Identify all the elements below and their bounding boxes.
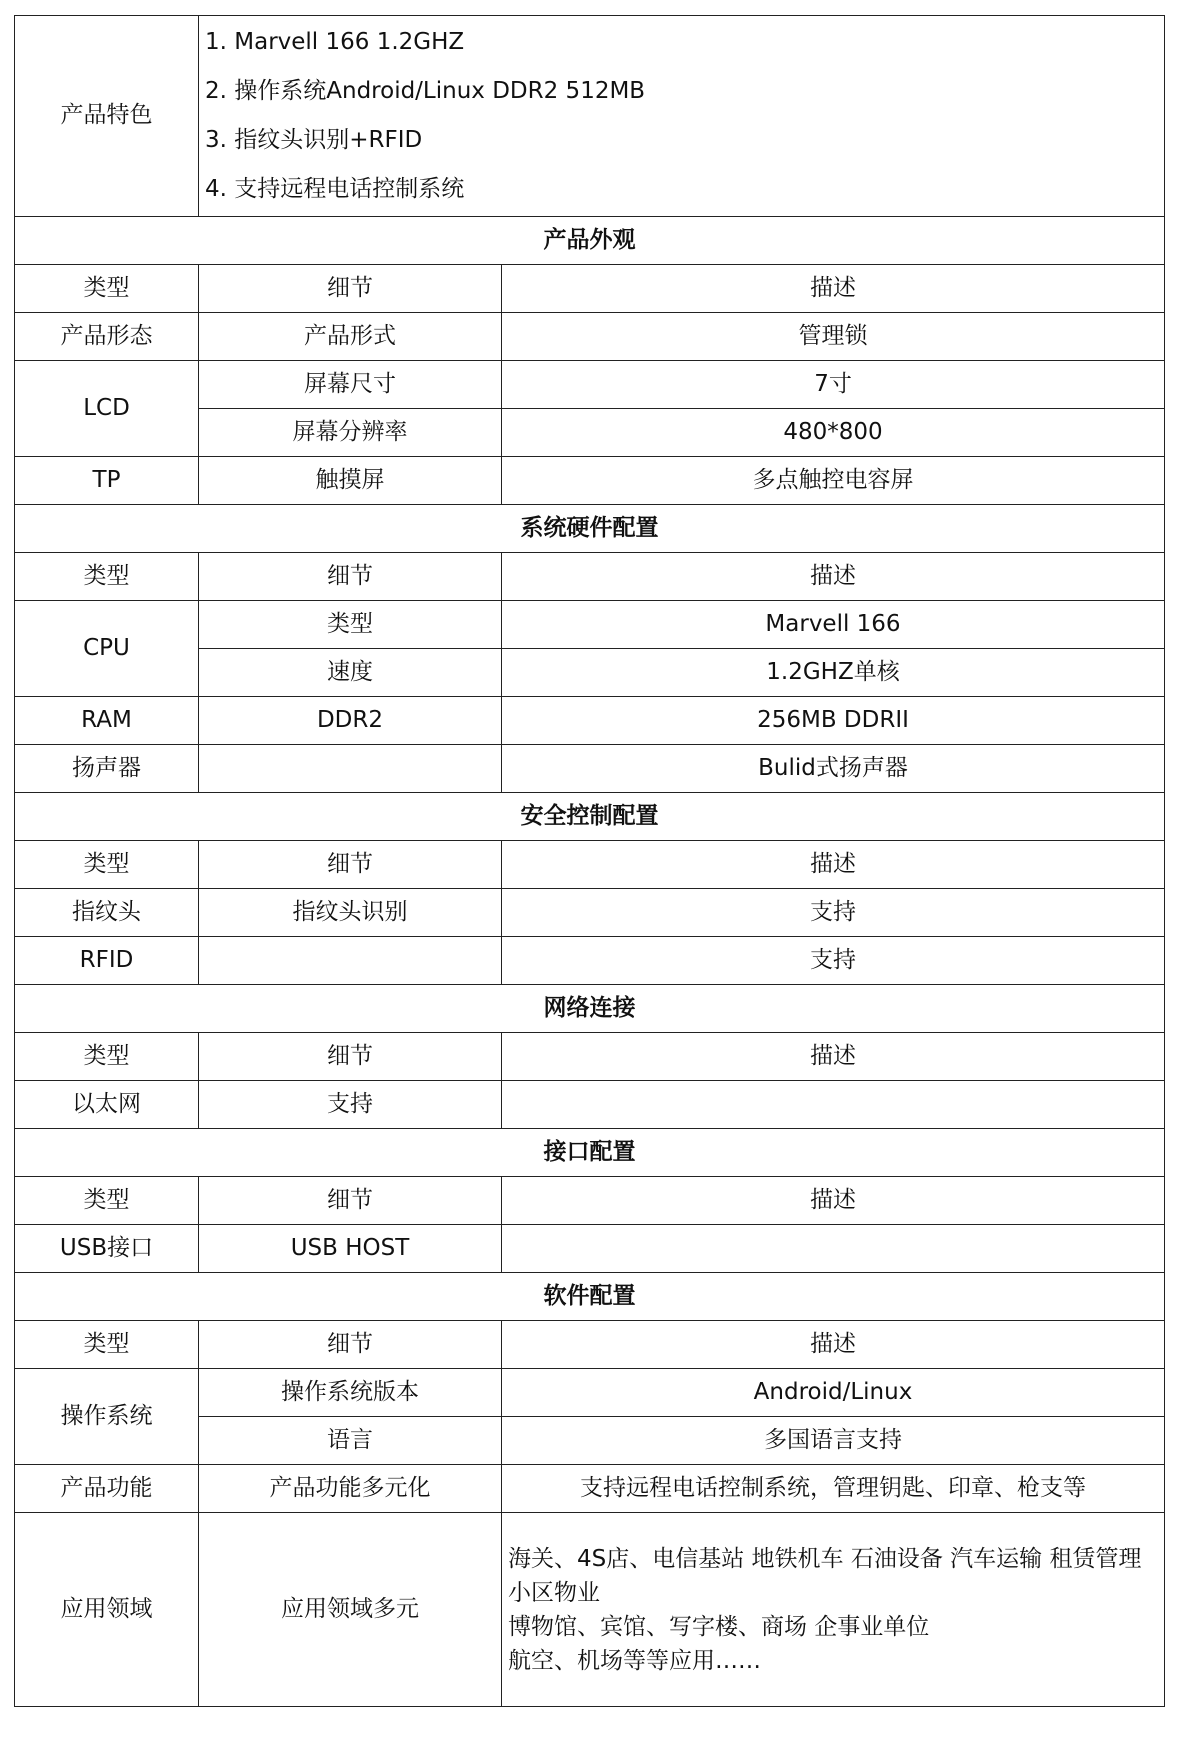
feature-item: 4. 支持远程电话控制系统: [205, 176, 465, 202]
spec-table: [14, 15, 1165, 1707]
cell: LCD: [15, 361, 199, 457]
cell: 以太网: [15, 1081, 199, 1129]
header-desc: 描述: [502, 553, 1165, 601]
section-security: 安全控制配置: [15, 793, 1165, 841]
table-row: [15, 745, 1165, 793]
cell: 多点触控电容屏: [502, 457, 1165, 505]
section-software: 软件配置: [15, 1273, 1165, 1321]
application-list: [502, 1513, 1165, 1707]
cell: CPU: [15, 601, 199, 697]
cell: USB HOST: [199, 1225, 502, 1273]
section-interface: 接口配置: [15, 1129, 1165, 1177]
header-detail: 细节: [199, 1177, 502, 1225]
table-row: [15, 1465, 1165, 1513]
cell: RAM: [15, 697, 199, 745]
header-row: [15, 1033, 1165, 1081]
cell: 产品功能多元化: [199, 1465, 502, 1513]
cell: 支持: [502, 937, 1165, 985]
application-line: 海关、4S店、电信基站 地铁机车 石油设备 汽车运输 租赁管理 小区物业: [508, 1545, 1142, 1606]
cell: USB接口: [15, 1225, 199, 1273]
table-row: [15, 937, 1165, 985]
table-row: [15, 697, 1165, 745]
header-type: 类型: [15, 841, 199, 889]
cell: 支持: [502, 889, 1165, 937]
table-row: [15, 601, 1165, 649]
cell: RFID: [15, 937, 199, 985]
header-row: [15, 265, 1165, 313]
header-type: 类型: [15, 1177, 199, 1225]
table-row: [15, 457, 1165, 505]
feature-item: 1. Marvell 166 1.2GHZ: [205, 29, 465, 55]
feature-item: 2. 操作系统Android/Linux DDR2 512MB: [205, 78, 646, 104]
cell: 速度: [199, 649, 502, 697]
header-detail: 细节: [199, 1033, 502, 1081]
cell: 1.2GHZ单核: [502, 649, 1165, 697]
header-row: [15, 1177, 1165, 1225]
table-row: [15, 1081, 1165, 1129]
table-row: [15, 1513, 1165, 1707]
cell: DDR2: [199, 697, 502, 745]
application-line: 航空、机场等等应用……: [508, 1647, 761, 1674]
header-desc: 描述: [502, 841, 1165, 889]
header-detail: 细节: [199, 553, 502, 601]
cell: 操作系统版本: [199, 1369, 502, 1417]
cell: 管理锁: [502, 313, 1165, 361]
header-type: 类型: [15, 265, 199, 313]
cell: 480*800: [502, 409, 1165, 457]
feature-item: 3. 指纹头识别+RFID: [205, 127, 423, 153]
header-type: 类型: [15, 1321, 199, 1369]
cell: [502, 1081, 1165, 1129]
features-row: [15, 16, 1165, 217]
table-row: [15, 361, 1165, 409]
cell: [199, 745, 502, 793]
header-type: 类型: [15, 553, 199, 601]
features-label: 产品特色: [15, 16, 199, 217]
section-appearance: 产品外观: [15, 217, 1165, 265]
cell: 指纹头识别: [199, 889, 502, 937]
cell: 支持: [199, 1081, 502, 1129]
cell: 应用领域多元: [199, 1513, 502, 1707]
header-desc: 描述: [502, 1177, 1165, 1225]
header-detail: 细节: [199, 1321, 502, 1369]
header-row: [15, 553, 1165, 601]
cell: 256MB DDRII: [502, 697, 1165, 745]
header-detail: 细节: [199, 841, 502, 889]
header-desc: 描述: [502, 1321, 1165, 1369]
application-line: 博物馆、宾馆、写字楼、商场 企事业单位: [508, 1613, 930, 1640]
table-row: [15, 1369, 1165, 1417]
cell: Android/Linux: [502, 1369, 1165, 1417]
section-network: 网络连接: [15, 985, 1165, 1033]
header-desc: 描述: [502, 265, 1165, 313]
header-row: [15, 841, 1165, 889]
section-hardware: 系统硬件配置: [15, 505, 1165, 553]
cell: 扬声器: [15, 745, 199, 793]
cell: 语言: [199, 1417, 502, 1465]
cell: 操作系统: [15, 1369, 199, 1465]
header-desc: 描述: [502, 1033, 1165, 1081]
cell: 产品形态: [15, 313, 199, 361]
header-detail: 细节: [199, 265, 502, 313]
cell: 支持远程电话控制系统，管理钥匙、印章、枪支等: [502, 1465, 1165, 1513]
cell: [502, 1225, 1165, 1273]
cell: 触摸屏: [199, 457, 502, 505]
cell: [199, 937, 502, 985]
cell: 多国语言支持: [502, 1417, 1165, 1465]
features-list: [199, 16, 1165, 217]
cell: 指纹头: [15, 889, 199, 937]
cell: Bulid式扬声器: [502, 745, 1165, 793]
cell: 类型: [199, 601, 502, 649]
header-type: 类型: [15, 1033, 199, 1081]
cell: TP: [15, 457, 199, 505]
cell: 产品功能: [15, 1465, 199, 1513]
table-row: [15, 889, 1165, 937]
cell: 产品形式: [199, 313, 502, 361]
table-row: [15, 313, 1165, 361]
table-row: [15, 1225, 1165, 1273]
header-row: [15, 1321, 1165, 1369]
cell: 7寸: [502, 361, 1165, 409]
cell: 屏幕分辨率: [199, 409, 502, 457]
cell: 屏幕尺寸: [199, 361, 502, 409]
cell: Marvell 166: [502, 601, 1165, 649]
cell: 应用领域: [15, 1513, 199, 1707]
